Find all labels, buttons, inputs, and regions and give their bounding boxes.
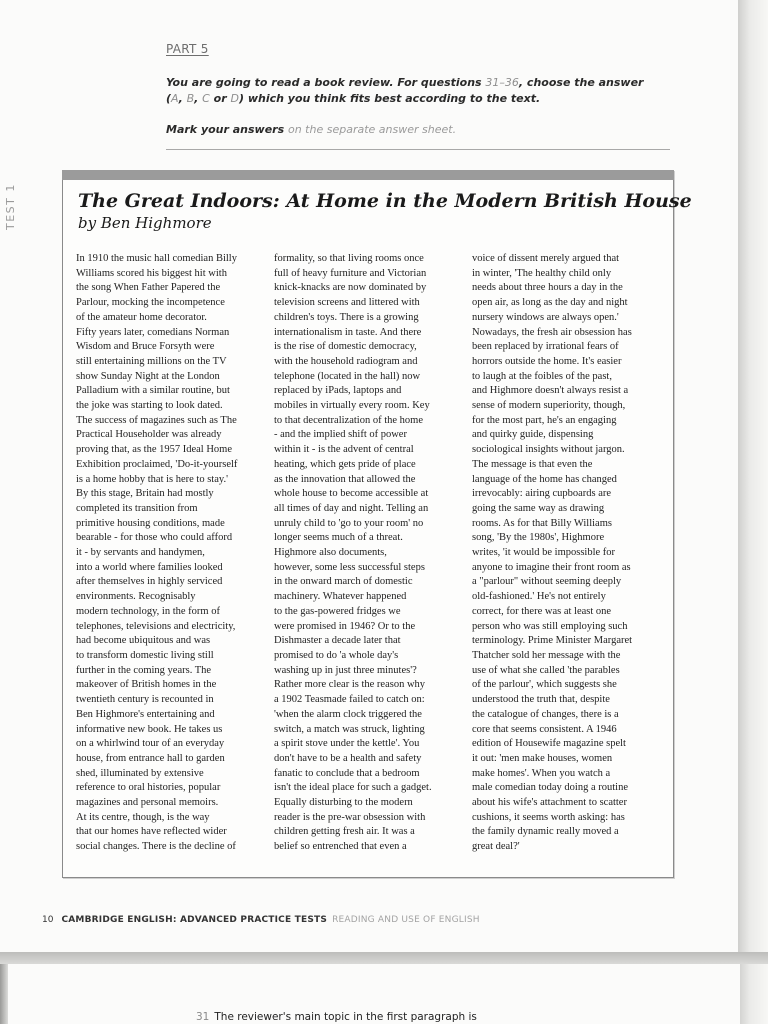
article-line: to that decentralization of the home [274,414,423,426]
article-line: were promised in 1946? Or to the [274,620,416,632]
article-column-3 [472,252,662,855]
article-line: washing up in just three minutes'? [274,664,417,676]
article-line: the song When Father Papered the [76,282,221,294]
article-line: show Sunday Night at the London [76,370,220,382]
page-footer [42,915,480,925]
article-line: voice of dissent merely argued that [472,253,620,264]
article-line: 'when the alarm clock triggered the [274,708,422,720]
article-line: horrors outside the home. It's easier [472,355,622,367]
article-column-2 [274,252,464,855]
article-line: on a whirlwind tour of an everyday [76,738,225,750]
article-line: replaced by iPads, laptops and [274,385,402,397]
article-line: in the onward march of domestic [274,576,413,588]
article-line: reference to oral histories, popular [76,782,221,794]
article-line: Wisdom and Bruce Forsyth were [76,341,215,353]
article-line: been replaced by irrational fears of [472,341,619,353]
article-line: belief so entrenched that even a [274,841,407,853]
article-line: a "parlour" without seeming deeply [472,576,622,588]
article-line: of the amateur home decorator. [76,311,207,323]
article-line: the joke was starting to look dated. [76,400,223,412]
article-line: writes, 'it would be impossible for [472,547,616,559]
article-line: primitive housing conditions, made [76,517,225,529]
article-line: it out: 'men make houses, women [472,752,613,764]
book-title: CAMBRIDGE ENGLISH: ADVANCED PRACTICE TESTS [61,915,328,925]
article-line: Dishmaster a decade later that [274,635,401,647]
article-line: all times of day and night. Telling an [274,502,429,514]
article-line: television screens and littered with [274,297,420,309]
option-letter: A [171,92,179,105]
divider [166,149,670,150]
option-letter: C [202,92,210,105]
article-line: Williams scored his biggest hit with [76,267,227,279]
article-line: isn't the ideal place for such a gadget. [274,782,432,794]
article-line: knick-knacks are now dominated by [274,282,427,294]
instruction-text: or [209,92,231,105]
article-line: the catalogue of changes, there is a [472,708,619,720]
article-line: as the innovation that allowed the [274,473,416,485]
instruction-text: You are going to read a book review. For questions [166,76,486,89]
article-line: magazines and personal memoirs. [76,797,219,809]
article-line: use of what she called 'the parables [472,664,620,676]
article-line: don't have to be a health and safety [274,752,422,764]
article-line: further in the coming years. The [76,664,212,676]
article-line: in winter, 'The healthy child only [472,267,612,279]
article-line: of the parlour', which suggests she [472,679,617,691]
article-line: make homes'. When you watch a [472,767,611,779]
article-line: male comedian today doing a routine [472,782,628,794]
article-line: unruly child to 'go to your room' no [274,517,424,529]
article-line: the family dynamic really moved a [472,826,619,838]
article-line: that our homes have reflected wider [76,826,227,838]
page-gap [0,952,768,964]
article-line: core that seems consistent. A 1946 [472,723,617,735]
article-line: Practical Householder was already [76,429,222,441]
article-line: longer seems much of a threat. [274,532,403,544]
article-line: cushions, it seems worth asking: has [472,811,625,823]
option-letter: B [186,92,195,105]
article-line: children's toys. There is a growing [274,311,419,323]
article-line: person who was still employing such [472,620,628,632]
article-line: At its centre, though, is the way [76,811,210,823]
mark-answers-text: Mark your answers [166,123,288,136]
article-line: had become ubiquitous and was [76,635,211,647]
article-line: heating, which gets pride of place [274,458,416,470]
article-line: bearable - for those who could afford [76,532,233,544]
article-line: promised to do 'a whole day's [274,649,399,661]
article-line: to transform domestic living still [76,649,214,661]
article-line: terminology. Prime Minister Margaret [472,635,633,647]
article-line: Fifty years later, comedians Norman [76,326,230,338]
article-line: full of heavy furniture and Victorian [274,267,427,279]
article-line: however, some less successful steps [274,561,425,573]
side-tab: TEST 1 [4,183,17,230]
article-line: after themselves in highly serviced [76,576,223,588]
article-line: and Highmore doesn't always resist a [472,385,629,397]
article-line: still entertaining millions on the TV [76,355,227,367]
article-line: song, 'By the 1980s', Highmore [472,532,605,544]
article-line: irrevocably: airing cupboards are [472,488,612,500]
article-line: environments. Recognisably [76,591,196,603]
instruction-text: , [194,92,203,105]
article-line: with the household radiogram and [274,355,418,367]
article-line: to the gas-powered fridges we [274,605,401,617]
article-line: Thatcher sold her message with the [472,649,621,661]
article-line: shed, illuminated by extensive [76,767,204,779]
article-line: open air, as long as the day and night [472,297,628,309]
article-line: telephone (located in the hall) now [274,370,421,382]
article-line: Ben Highmore's entertaining and [76,708,215,720]
page-edge-shadow [738,0,768,1024]
answer-sheet-text: on the separate answer sheet. [287,123,457,136]
article-column-1 [76,252,266,855]
article-line: anyone to imagine their front room as [472,561,631,573]
article-line: completed its transition from [76,502,198,514]
article-line: twentieth century is recounted in [76,694,214,706]
instruction-text: , choose the answer ( [166,76,644,105]
instruction-text: ) which you think fits best according to the text. [238,92,541,105]
article-line: - and the implied shift of power [274,429,407,441]
article-line: informative new book. He takes us [76,723,223,735]
article-line: going the same way as drawing [472,502,605,514]
article-line: Palladium with a similar routine, but [76,385,230,397]
question-number: 31 [196,1011,210,1023]
article-line: old-fashioned.' He's not entirely [472,591,606,603]
page-number: 10 [42,915,54,925]
article-line: children getting fresh air. It was a [274,826,415,838]
article-line: a 1902 Teasmade failed to catch on: [274,694,425,706]
article-line: fanatic to conclude that a bedroom [274,767,420,779]
article-line: Highmore also documents, [274,547,387,559]
article-line: proving that, as the 1957 Ideal Home [76,444,233,456]
article-line: within it - is the advent of central [274,444,414,456]
article-line: Parlour, mocking the incompetence [76,297,225,309]
article-line: Equally disturbing to the modern [274,797,413,809]
article-line: and quirky guide, dispensing [472,429,594,441]
section-name: READING AND USE OF ENGLISH [332,915,480,925]
mark-answers-line [166,123,656,136]
article-line: to laugh at the foibles of the past, [472,370,612,382]
article-line: modern technology, in the form of [76,605,220,617]
article-header-band [62,170,674,180]
part-label: PART 5 [166,42,209,56]
option-letter: D [230,92,239,105]
article-line: sociological insights without jargon. [472,444,625,456]
article-line: makeover of British homes in the [76,679,217,691]
article-line: language of the home has changed [472,473,617,485]
article-line: house, from entrance hall to garden [76,752,225,764]
article-line: machinery. Whatever happened [274,591,407,603]
article-line: switch, a match was struck, lighting [274,723,425,735]
article-line: about his wife's attachment to scatter [472,797,627,809]
article-line: reader is the pre-war obsession with [274,811,426,823]
article-line: nursery windows are always open.' [472,311,619,323]
question-range: 31–36 [485,76,519,89]
article-line: whole house to become accessible at [274,488,429,500]
article-line: mobiles in virtually every room. Key [274,400,430,412]
article-line: for the most part, he's an engaging [472,414,617,426]
article-line: is the rise of domestic democracy, [274,341,417,353]
article-line: a spirit stove under the kettle'. You [274,738,420,750]
article-line: correct, for there was at least one [472,605,612,617]
question-31 [196,1011,477,1023]
article-line: rooms. As for that Billy Williams [472,517,612,529]
instructions [166,75,656,107]
article-line: is a home hobby that is here to stay.' [76,473,228,485]
next-page-edge [0,964,8,1024]
article-line: Exhibition proclaimed, 'Do-it-yourself [76,458,238,470]
article-line: social changes. There is the decline of [76,841,236,853]
article-line: needs about three hours a day in the [472,282,623,294]
article-title: The Great Indoors: At Home in the Modern British House [78,190,692,212]
article-line: In 1910 the music hall comedian Billy [76,253,237,264]
article-line: telephones, televisions and electricity, [76,620,236,632]
article-line: into a world where families looked [76,561,223,573]
article-line: great deal?' [472,841,520,853]
article-line: By this stage, Britain had mostly [76,488,214,500]
article-line: it - by servants and handymen, [76,547,205,559]
article-line: The message is that even the [472,458,593,470]
instruction-text: , [178,92,187,105]
article-line: The success of magazines such as The [76,414,237,426]
article-line: formality, so that living rooms once [274,253,424,264]
article-line: Nowadays, the fresh air obsession has [472,326,632,338]
article-line: sense of modern superiority, though, [472,400,626,412]
article-line: understood the truth that, despite [472,694,610,706]
article-line: edition of Housewife magazine spelt [472,738,626,750]
article-line: internationalism in taste. And there [274,326,422,338]
question-text: The reviewer's main topic in the first paragraph is [214,1011,477,1023]
article-author: by Ben Highmore [78,214,212,232]
article-line: Rather more clear is the reason why [274,679,426,691]
